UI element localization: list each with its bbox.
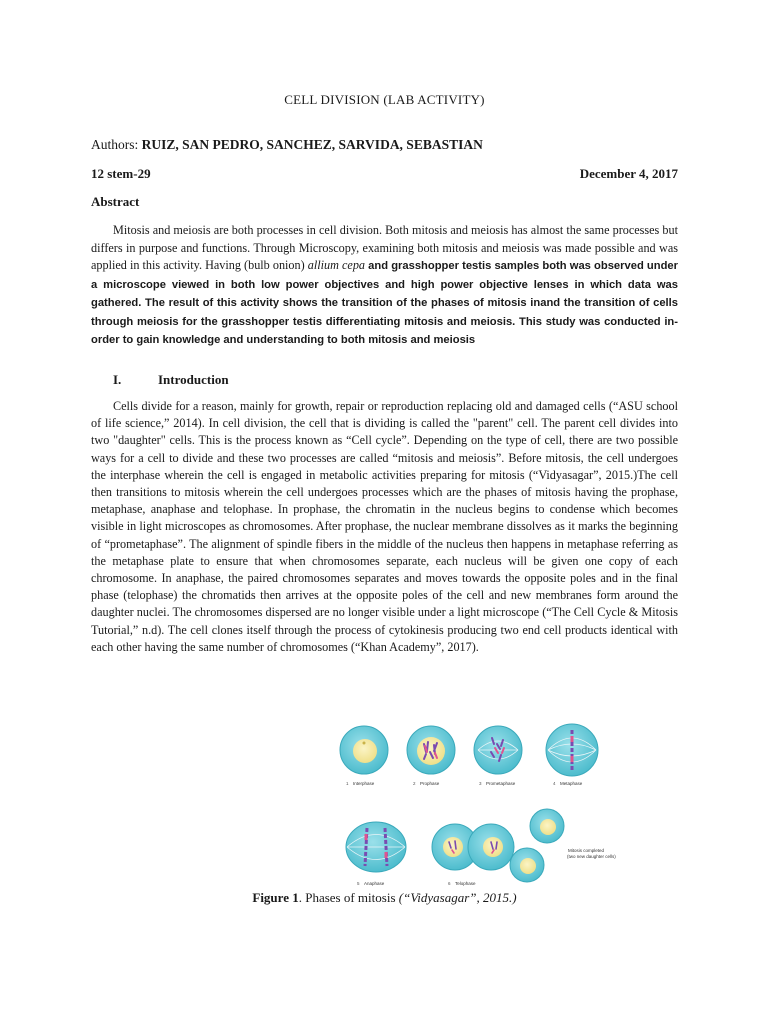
label-n6: 6 (448, 881, 451, 886)
document-title: CELL DIVISION (LAB ACTIVITY) (284, 92, 485, 107)
label-prometaphase: Prometaphase (486, 781, 516, 786)
label-n2: 2 (413, 781, 416, 786)
anaphase-cell (346, 822, 406, 872)
mitosis-phases-figure (331, 722, 621, 890)
daughter-cell-top (530, 809, 564, 843)
telophase-cell (432, 824, 514, 870)
section-group: 12 stem-29 (91, 166, 151, 181)
abstract-text-2: and grasshopper testis samples both was observed under a microscope viewed in both low power objectives and high power objective lenses in which data was gathered. The result of this activity shows the transition of the phases of mitosis inand the transition of cells through meiosis for the grasshopper testis differentiating mitosis and meiosis. This study was conducted in-order to gain knowledge and understanding to both mitosis and meiosis (91, 260, 679, 346)
label-n5: 5 (357, 881, 360, 886)
label-prophase: Prophase (420, 781, 440, 786)
label-completed: Mitosis completed (568, 848, 605, 853)
interphase-cell (340, 726, 388, 774)
abstract-body (91, 222, 678, 350)
authors-line (91, 137, 483, 153)
figure-caption (91, 890, 678, 906)
caption-text: . Phases of mitosis (298, 890, 399, 905)
label-anaphase: Anaphase (364, 881, 385, 886)
section-number: I. (113, 372, 122, 387)
section-date-row (91, 166, 678, 182)
prometaphase-cell (474, 726, 522, 774)
label-interphase: Interphase (353, 781, 375, 786)
daughter-cell-bottom (510, 848, 544, 882)
introduction-heading (113, 372, 229, 388)
introduction-body: Cells divide for a reason, mainly for growth, repair or reproduction replacing old and damaged cells (“ASU school of life science,” 2014). In cell division, the cell that is dividing is called the "parent" cell. The parent cell divides into two "daughter" cells. This is the process known as “Cell cycle”. Depending on the type of cell, there are two possible ways for a cell to divide and these two processes are called “mitosis and meiosis”. Before mitosis, the cell undergoes the interphase wherein the cell is engaged in metabolic activities preparing for mitosis (“Vidyasagar”, 2015.)The cell then transitions to mitosis wherein the cell undergoes processes which are the phases of mitosis having the prophase, metaphase, anaphase and telophase. In prophase, the chromatin in the nucleus begins to condense which becomes visible in light microscopes as chromosomes. After prophase, the nuclear membrane dissolves as it marks the beginning of “prometaphase”. The alignment of spindle fibers in the middle of the nucleus then happens in metaphase referring as the metaphase plate to ensure that when chromosomes separate, each nucleus will be given one copy of each chromosome. In anaphase, the paired chromosomes separates and moves towards the opposite poles and in the final phase (telophase) the chromatids then arrives at the opposite poles of the cell and new membranes form around the daughter nuclei. The chromosomes dispersed are no longer visible under a light microscope (“The Cell Cycle & Mitosis Tutorial,” n.d). The cell clones itself through the process of cytokinesis producing two end cell products identical with each other having the same number of chromosomes (“Khan Academy”, 2017). (91, 399, 678, 654)
authors-label: Authors: (91, 137, 142, 152)
label-metaphase: Metaphase (560, 781, 583, 786)
label-n1: 1 (346, 781, 349, 786)
label-completed-sub: (two new daughter cells) (567, 854, 616, 859)
metaphase-cell (546, 724, 598, 776)
label-n3: 3 (479, 781, 482, 786)
label-n4: 4 (553, 781, 556, 786)
caption-citation: (“Vidyasagar”, 2015.) (398, 890, 517, 905)
document-date: December 4, 2017 (579, 166, 678, 181)
author-names: RUIZ, SAN PEDRO, SANCHEZ, SARVIDA, SEBASTIAN (141, 137, 483, 152)
prophase-cell (407, 726, 455, 774)
abstract-text-1: Mitosis and meiosis are both processes in cell division. Both mitosis and meiosis has almost the same processes but differs in purpose and functions. Through Microscopy, examining both mitosis and meiosis was made possible and was applied in this activity. Having (bulb onion) (91, 223, 678, 272)
caption-label: Figure 1 (252, 890, 299, 905)
label-telophase: Telophase (455, 881, 476, 886)
species-name: allium cepa (307, 258, 366, 272)
abstract-heading: Abstract (91, 194, 140, 209)
section-title: Introduction (158, 372, 229, 387)
